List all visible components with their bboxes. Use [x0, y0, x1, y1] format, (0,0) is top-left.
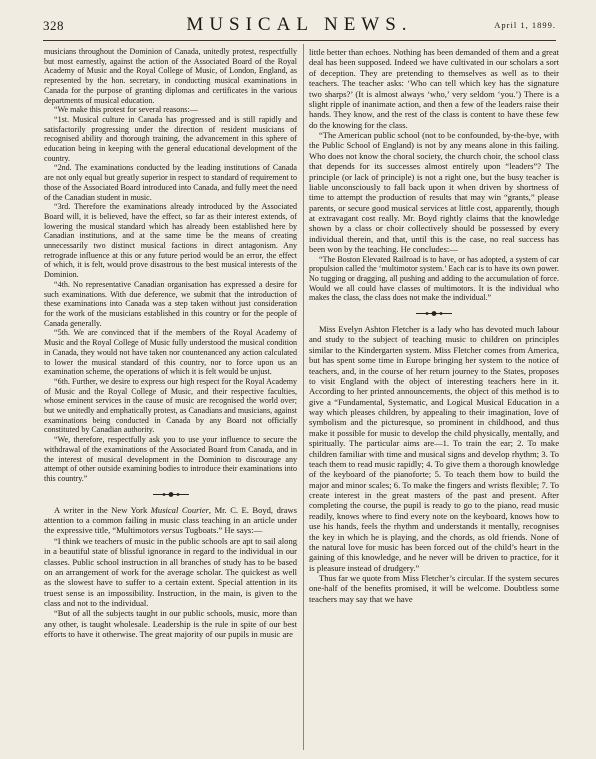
article-paragraph: “But of all the subjects taught in our public schools, music, more than any other, is taught wholesale. Leadership is the rule in spite of our best efforts to have it otherwise. The great majority of our pupils in music are [44, 608, 297, 640]
page-header [43, 14, 556, 36]
protest-paragraph: “5th. We are convinced that if the members of the Royal Academy of Music and the Royal College of Music fully understood the musical condition in Canada, they would not have taken nor countenanced any action calculated to lower the musical standard of this country, nor to force upon us an examination scheme, the operations of which it is felt would be unjust. [44, 328, 297, 377]
multimotors-article [44, 505, 297, 640]
protest-paragraph: “We, therefore, respectfully ask you to use your influence to secure the withdrawal of the examinations of the Associated Board from Canada, and in the interest of musical development in the Dominion to discourage any attempt of other outside examining bodies to introduce their examinations into this country.” [44, 435, 297, 483]
protest-paragraph: “We make this protest for several reasons:— [54, 105, 198, 115]
article-paragraph: “I think we teachers of music in the public schools are apt to sail along in a beautiful state of blissful ignorance in regard to the individual in our classes. Public school instruction in all branches of study has to be based on an arrangement of work for the average scholar. The quickest as well as the slowest have to suffer to a certain extent. Special attention in its truest sense is an impossibility. Instruction, in the main, is given to the class and not to the individual. [44, 535, 297, 609]
right-column [309, 47, 559, 747]
fletcher-paragraph: Thus far we quote from Miss Fletcher’s circular. If the system secures one-half of the benefits promised, it will be welcome. Doubtless some teachers may say that we have [309, 573, 559, 604]
protest-paragraph: musicians throughout the Dominion of Canada, unitedly protest, respectfully but most earnestly, against the action of the Associated Board of the Royal Academy of Music and the Royal College of Music, of London, England, as represented by the hon. secretary, in conducting musical examinations in Canada for the purpose of granting diplomas and certificates in the various departments of musical education. [44, 47, 297, 105]
journal-name: Musical Courier [150, 504, 209, 515]
article-intro [44, 505, 297, 536]
versus-word: versus [161, 525, 183, 536]
article-paragraph: “The American public school (not to be confounded, by-the-bye, with the Public School of England) is not by any means alone in this failing. Who does not know the choral society, the church choir, the school class that depends for its successes almost entirely upon “leaders”? The principle (or lack of principle) is not a right one, but the busy teacher is liable unconsciously to fall back upon it when driven by shortness of time to attempt the production of results that may win “grants,” please parents, or secure good musical services at little cost, apparently, though at extravagant cost really. Mr. Boyd rightly claims that the knowledge shown by a class or choir collectively should be possessed by every individual therein, and that, until this is the case, no real success has been won by the teaching. He concludes:— [309, 130, 559, 255]
article-paragraph: little better than echoes. Nothing has been demanded of them and a great deal has been supposed. Indeed we have cultivated in our scholars a sort of deception. They are pretending to themselves as well as to their teachers. The teacher asks: ‘Who can tell which key has the signature two sharps?’ (It is almost always ‘who,’ very seldom ‘you.’) There is a slight ripple of inanimate action, and then a few of the leaders raise their hands. They know, and the rest of the class is content to have these few do the knowing for the class. [309, 47, 559, 130]
protest-paragraph: “3rd. Therefore the examinations already introduced by the Associated Board will, it is believed, have the effect, so far as their interest extends, of lowering the musical standard which has already been established here by Canadian institutions, and at the same time be the means of creating unnecessarily two distinct musical factions in direct antagonism. Any retrograde influence at this or any future period would be an error, the effect of which, it is felt, would prove disastrous to the best musical interests of the Dominion. [44, 202, 297, 280]
running-title: MUSICAL NEWS. [186, 14, 413, 35]
fletcher-paragraph: Miss Evelyn Ashton Fletcher is a lady who has devoted much labour and study to the subject of teaching music to children on principles similar to the Kindergarten system. Miss Fletcher comes from America, but has spent some time in Europe bringing her system to the notice of teachers, and, in the course of her return journey to the States, proposes to visit England with the object of interesting teachers here in it. According to her printed announcements, the object of this method is to give a “Fundamental, Systematic, and Logical Musical Education in a way which pleases children, by appealing to their imagination, love of symbolism and the picturesque, so prominent in childhood, and thus make it possible for music to develop the child physically, mentally, and spiritually. The particular aims are—1. To train the ear; 2. To make children familiar with time and musical signs and develop rhythm; 3. To teach them to read music rapidly; 4. To give them a thorough knowledge of the keyboard of the pianoforte; 5. To teach them how to build the major and minor scales; 6. To make the fingers and wrists flexible; 7. To create interest in the great masters of the past and present. After completing the course, the pupil is ready to go to the piano, read music readily, knows where to find every note on the keyboard, knows how to use his hands, feels the rhythm and understands it mentally, recognises the key in which he is playing, and the chords, as old friends. None of the natural love for music has been forced out of the child’s heart in the gaining of this knowledge, and he never will be driven to practice, for it is pleasure instead of drudgery.” [309, 324, 559, 573]
section-ornament [309, 309, 559, 317]
protest-paragraph: “6th. Further, we desire to express our high respect for the Royal Academy of Music and the Royal College of Music, and their respective faculties, whose eminent services in the cause of music are recognised the world over; but we unitedly and emphatically protest, as Canadians and musicians, against examinations being conducted in Canada by any Board not officially constituted by Canadian authority. [44, 376, 297, 435]
issue-date: April 1, 1899. [494, 20, 556, 30]
intro-text: Tugboats.” He says:— [182, 525, 263, 536]
canadian-protest-quote [44, 47, 297, 484]
intro-text: A writer in the New York [54, 504, 151, 515]
header-rule [43, 40, 556, 41]
protest-paragraph: “1st. Musical culture in Canada has progressed and is still rapidly and satisfactorily progressing under the direction of resident musicians of recognised ability and thorough training, the advancement in this sphere of education being in keeping with the general educational development of the country. [44, 114, 297, 163]
protest-paragraph: “2nd. The examinations conducted by the leading institutions of Canada are not only equal but greatly superior in respect to standard of requirement to those of the Associated Board introduced into Canada, and fully meet the need of the Canadian student in music. [44, 163, 297, 202]
section-ornament [44, 490, 297, 498]
page-number: 328 [43, 18, 64, 33]
protest-paragraph: “4th. No representative Canadian organisation has expressed a desire for such examinations. With due deference, we submit that the introduction of these examinations into Canada was a step taken without just consideration for the work of the musicians established in this country or for the people of Canada generally. [44, 279, 297, 328]
column-divider [303, 44, 304, 750]
ornament-divider-icon [151, 491, 191, 498]
left-column [44, 47, 297, 747]
intro-text: , Mr. C. E. Boyd, draws attention to a common failing in music class teaching in an article under the expressive title, “Multimotors [44, 504, 297, 536]
article-quote: “The Boston Elevated Railroad is to have, or has adopted, a system of car propulsion called the ‘multimotor system.’ Each car is to have its own power. No tugging or dragging, all pushing and adding to the accumulation of force. Would we all could have classes of multimotors. It is the individual who makes the class, the class does not make the individual.” [309, 254, 559, 303]
ornament-divider-icon [414, 310, 454, 317]
